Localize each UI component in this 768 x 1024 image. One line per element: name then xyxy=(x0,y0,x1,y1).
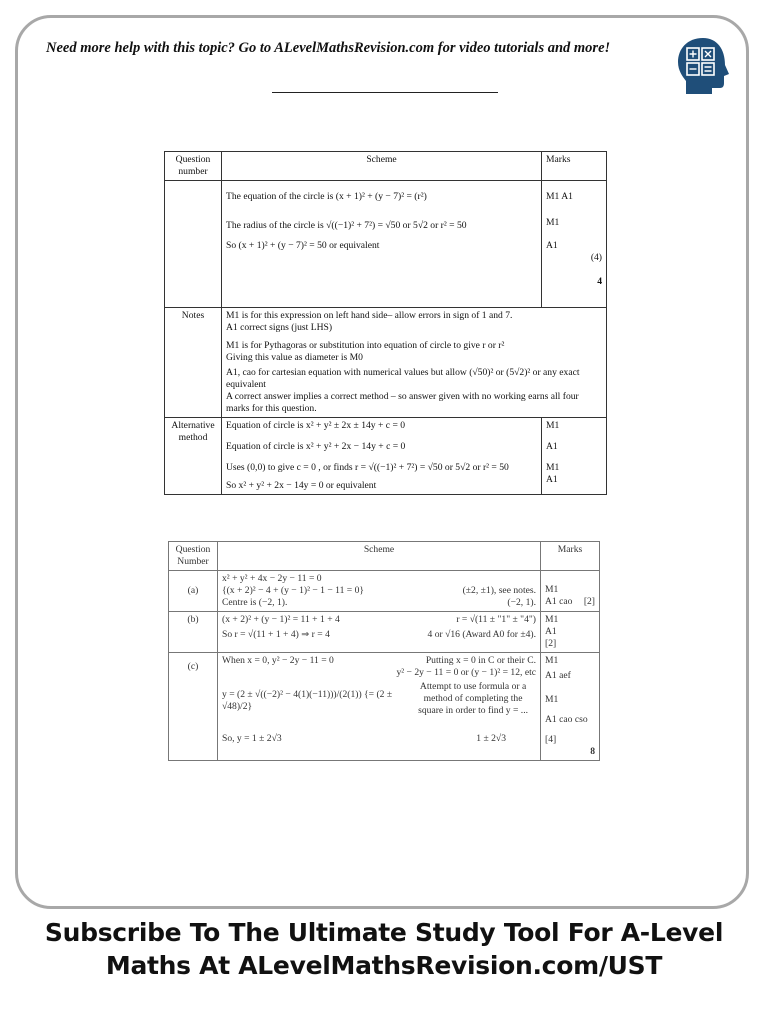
note-line: A1 correct signs (just LHS) xyxy=(226,321,333,333)
question-number-cell xyxy=(165,180,222,307)
mark-scheme-table-1 xyxy=(164,151,607,495)
scheme-line: When x = 0, y² − 2y − 11 = 0 xyxy=(222,654,334,666)
scheme-note: (−2, 1). xyxy=(507,596,536,608)
mark-total: 4 xyxy=(597,275,602,287)
scheme-line: The radius of the circle is √((−1)² + 7²) = √50 or 5√2 or r² = 50 xyxy=(226,219,467,231)
mark: A1 cao cso xyxy=(545,713,588,725)
mark: M1 xyxy=(545,693,559,705)
mark: A1 xyxy=(546,473,558,485)
header-question-number: Question Number xyxy=(169,542,218,571)
note-line: A1, cao for cartesian equation with numerical values but allow (√50)² or (5√2)² or any exact equivalent xyxy=(226,366,580,390)
mark: M1 xyxy=(545,583,559,595)
header-scheme: Scheme xyxy=(218,542,541,571)
head-calculator-icon xyxy=(674,36,732,96)
mark: A1 xyxy=(545,625,557,637)
mark-subtotal: (4) xyxy=(590,251,602,263)
scheme-line: Equation of circle is x² + y² ± 2x ± 14y + c = 0 xyxy=(226,419,406,431)
note-line: A correct answer implies a correct method – so answer given with no working earns all four marks for this question. xyxy=(226,390,579,414)
scheme-cell xyxy=(222,180,542,307)
scheme-note: y² − 2y − 11 = 0 or (y − 1)² = 12, etc xyxy=(396,666,536,678)
scheme-line: So (x + 1)² + (y − 7)² = 50 or equivalent xyxy=(226,239,380,251)
part-a-marks xyxy=(541,570,600,611)
header-marks: Marks xyxy=(541,542,600,571)
header-marks: Marks xyxy=(542,152,607,181)
scheme-line: So r = √(11 + 1 + 4) ⇒ r = 4 xyxy=(222,628,330,640)
part-b-label: (b) xyxy=(169,611,218,652)
scheme-line: Equation of circle is x² + y² + 2x − 14y + c = 0 xyxy=(226,440,406,452)
note-line: M1 is for Pythagoras or substitution into equation of circle to give r or r² xyxy=(226,339,505,351)
alternative-marks-cell xyxy=(542,417,607,494)
scheme-line: x² + y² + 4x − 2y − 11 = 0 xyxy=(222,572,322,584)
part-label: (a) xyxy=(187,584,199,596)
scheme-line: So x² + y² + 2x − 14y = 0 or equivalent xyxy=(226,479,377,491)
part-label: (c) xyxy=(187,660,199,672)
mark: M1 xyxy=(546,419,560,431)
scheme-line: Uses (0,0) to give c = 0 , or finds r = √((−1)² + 7²) = √50 or 5√2 or r² = 50 xyxy=(226,461,509,473)
scheme-note-group xyxy=(396,655,536,679)
mark-subtotal: [2] xyxy=(545,637,557,649)
part-a-label xyxy=(169,570,218,611)
alternative-scheme-cell xyxy=(222,417,542,494)
mark-subtotal: [4] xyxy=(545,733,557,745)
mark-scheme-table-2 xyxy=(168,541,600,761)
part-b-scheme xyxy=(218,611,541,652)
scheme-line: (x + 2)² + (y − 1)² = 11 + 1 + 4 xyxy=(222,613,340,625)
subscribe-footer[interactable] xyxy=(0,916,768,982)
footer-line-1[interactable]: Subscribe To The Ultimate Study Tool For A-Level xyxy=(44,918,724,947)
scheme-line: {(x + 2)² − 4 + (y − 1)² − 1 − 11 = 0} xyxy=(222,584,365,596)
scheme-note: Attempt to use formula or a method of completing the square in order to find y = ... xyxy=(418,680,528,716)
notes-label: Notes xyxy=(165,307,222,417)
footer-line-2[interactable]: Maths At ALevelMathsRevision.com/UST xyxy=(105,951,663,980)
title-underline xyxy=(272,92,498,93)
alternative-method-label: Alternative method xyxy=(165,417,222,494)
mark: M1 xyxy=(546,461,560,473)
mark: A1 aef xyxy=(545,669,571,681)
mark: M1 xyxy=(545,613,559,625)
part-c-scheme xyxy=(218,652,541,760)
scheme-line: So, y = 1 ± 2√3 xyxy=(222,732,282,744)
note-line: Giving this value as diameter is M0 xyxy=(226,351,363,363)
scheme-note: r = √(11 ± "1" ± "4") xyxy=(456,613,536,625)
notes-cell xyxy=(222,307,607,417)
mark: M1 xyxy=(545,654,559,666)
marks-cell xyxy=(542,180,607,307)
header-question-number: Question number xyxy=(165,152,222,181)
part-c-marks xyxy=(541,652,600,760)
mark-subtotal: [2] xyxy=(583,595,595,607)
scheme-note: Putting x = 0 in C or their C. xyxy=(425,654,536,666)
mark-total: 8 xyxy=(590,745,595,757)
part-a-scheme xyxy=(218,570,541,611)
note-line: M1 is for this expression on left hand side– allow errors in sign of 1 and 7. xyxy=(226,309,513,321)
scheme-note: 1 ± 2√3 xyxy=(476,732,506,744)
scheme-note: 4 or √16 (Award A0 for ±4). xyxy=(427,628,536,640)
scheme-line: y = (2 ± √((−2)² − 4(1)(−11)))/(2(1)) {= (2 ± √48)/2} xyxy=(222,688,393,712)
help-banner[interactable]: Need more help with this topic? Go to ALevelMathsRevision.com for video tutorials and more! xyxy=(46,40,611,56)
header-scheme: Scheme xyxy=(222,152,542,181)
mark: A1 xyxy=(546,440,558,452)
mark: M1 xyxy=(546,216,560,228)
part-c-label xyxy=(169,652,218,760)
scheme-line: Centre is (−2, 1). xyxy=(222,596,288,608)
mark: M1 A1 xyxy=(546,190,573,202)
scheme-line: The equation of the circle is (x + 1)² + (y − 7)² = (r²) xyxy=(226,190,427,202)
part-b-marks xyxy=(541,611,600,652)
mark: A1 cao xyxy=(545,595,573,607)
scheme-note: (±2, ±1), see notes. xyxy=(462,584,536,596)
mark: A1 xyxy=(546,239,558,251)
